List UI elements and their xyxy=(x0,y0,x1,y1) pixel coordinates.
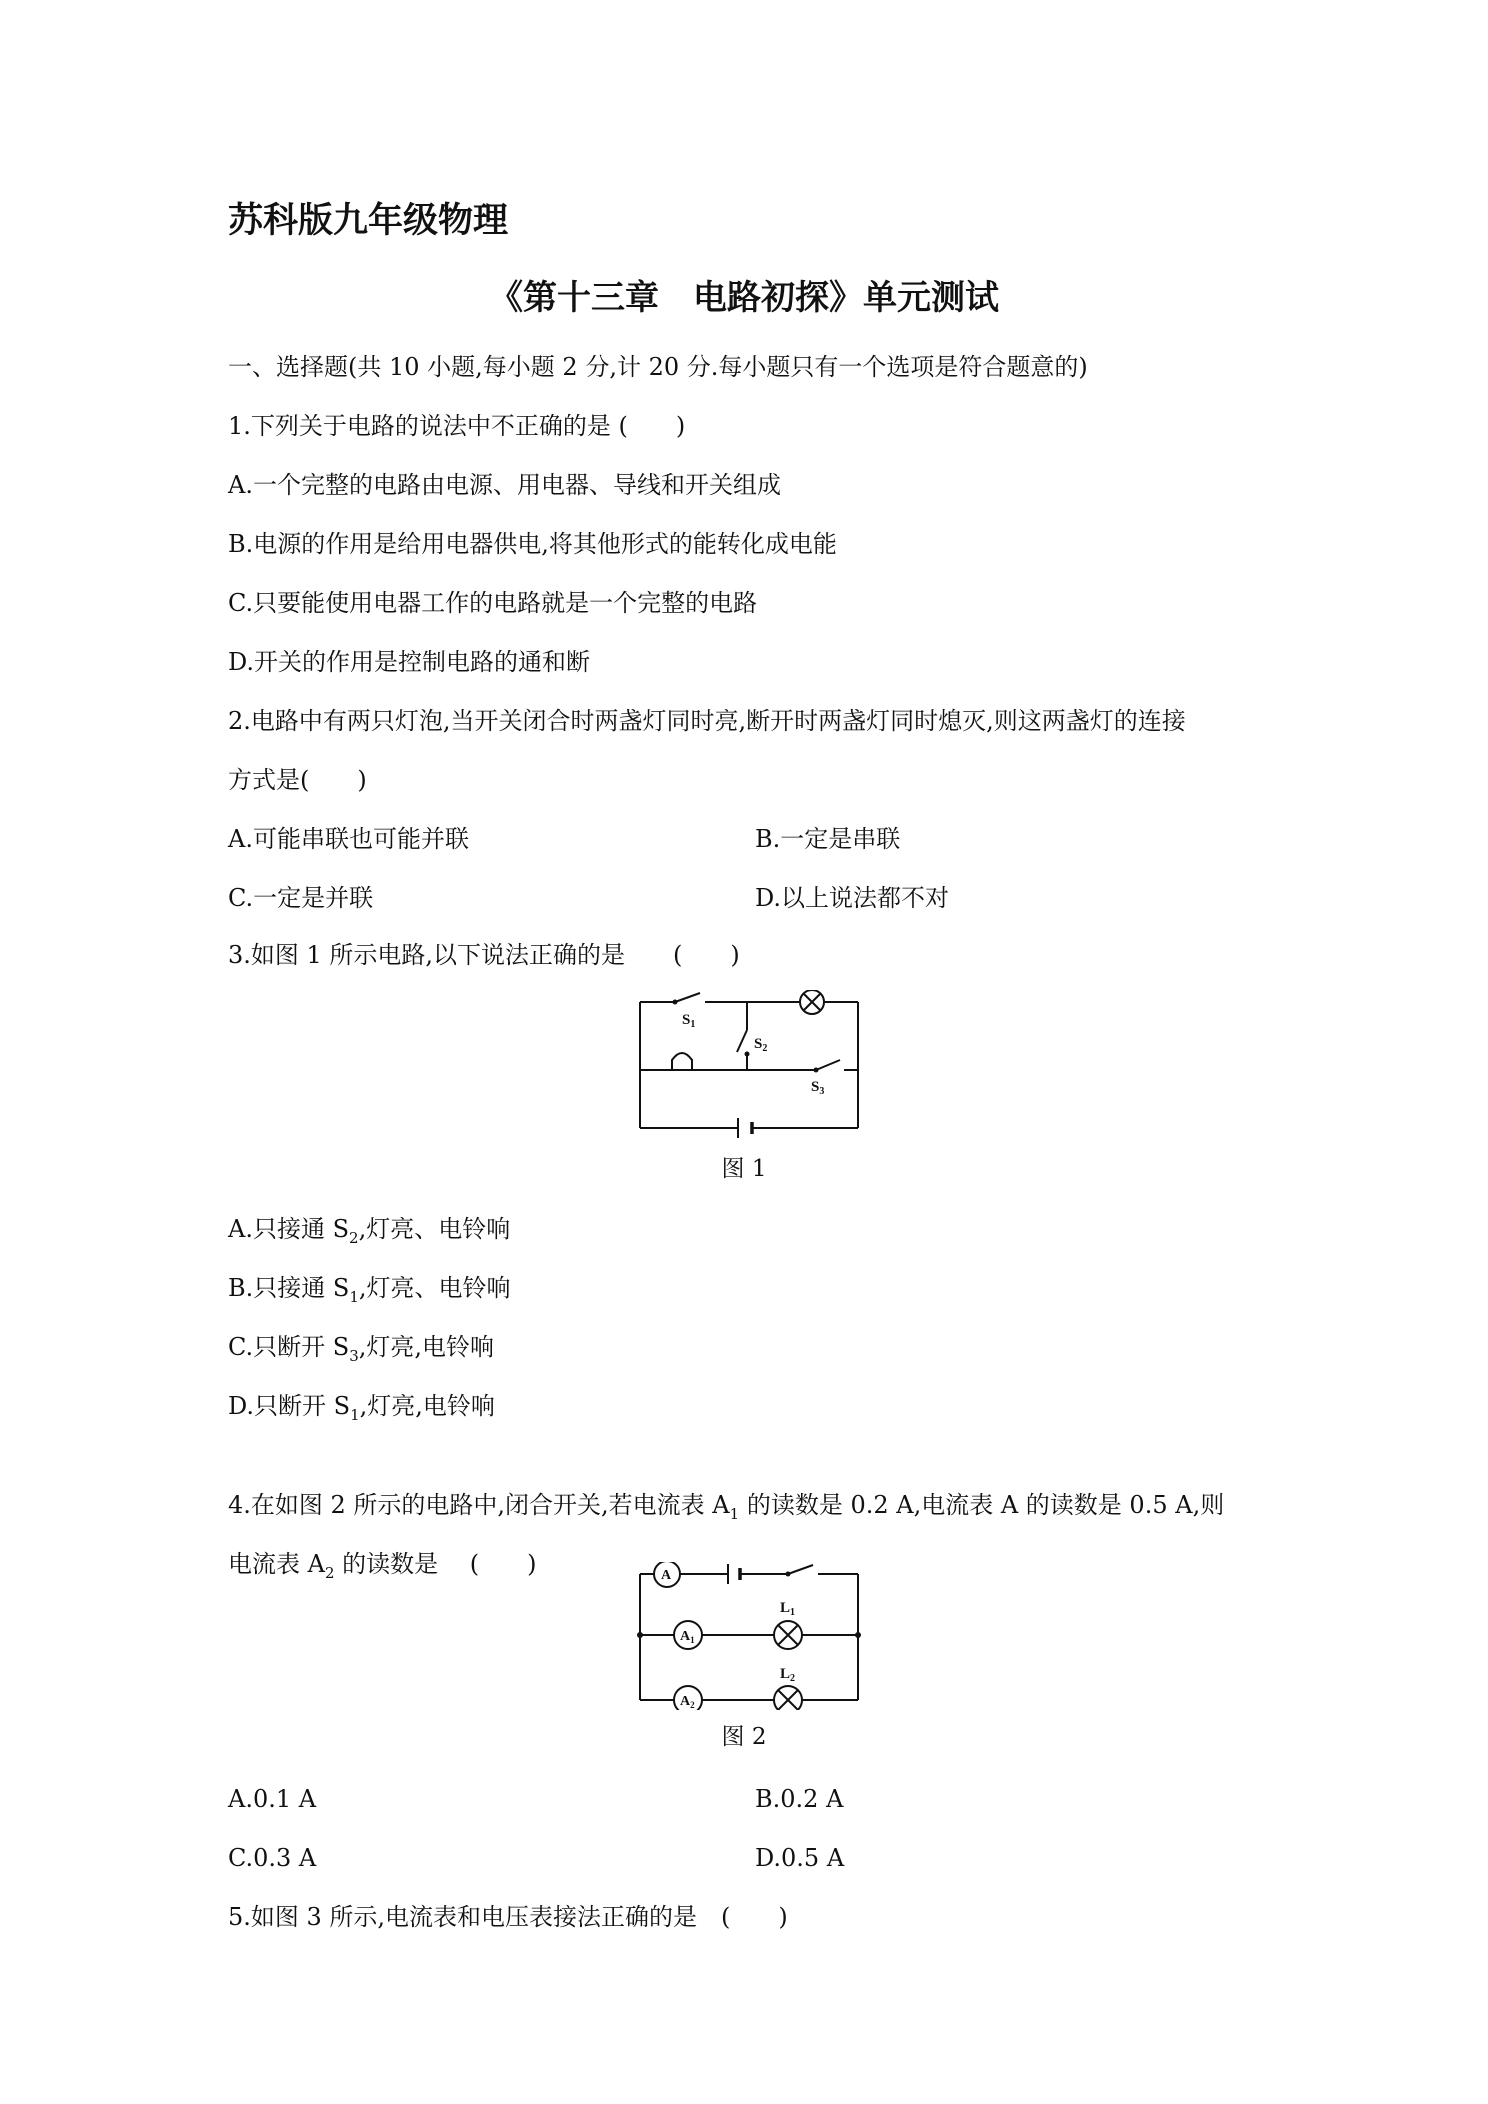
bell-icon xyxy=(672,1053,692,1070)
q2-option-d: D.以上说法都不对 xyxy=(755,884,950,912)
q4-option-d: D.0.5 A xyxy=(755,1844,845,1872)
q3-option-c: C.只断开 $S_3$,灯亮,电铃响 xyxy=(228,1333,495,1365)
q4-stem-line2-text: 电流表 A xyxy=(228,1550,325,1578)
q4-stem-line2-sub: 2 xyxy=(324,1563,335,1582)
test-title: 《第十三章 电路初探》单元测试 xyxy=(489,278,999,318)
ammeter-a2-label: $A_2$ xyxy=(680,1694,695,1710)
q4-stem-line2 xyxy=(228,1549,537,1588)
publisher-title: 苏科版九年级物理 xyxy=(228,201,509,241)
figure-1-circuit xyxy=(630,990,870,1140)
q1-option-b: B.电源的作用是给用电器供电,将其他形式的能转化成电能 xyxy=(228,530,837,558)
q5-stem: 5.如图 3 所示,电流表和电压表接法正确的是 ( ) xyxy=(228,1903,788,1931)
q2-stem-line1: 2.电路中有两只灯泡,当开关闭合时两盏灯同时亮,断开时两盏灯同时熄灭,则这两盏灯的连接 xyxy=(228,707,1186,735)
q2-stem-line2: 方式是( ) xyxy=(228,766,367,794)
figure-2-caption: 图 2 xyxy=(721,1724,767,1750)
s3-label: $S_3$ xyxy=(811,1079,825,1097)
q1-option-c: C.只要能使用电器工作的电路就是一个完整的电路 xyxy=(228,589,758,617)
q4-option-c: C.0.3 A xyxy=(228,1844,317,1872)
s2-label: $S_2$ xyxy=(754,1036,768,1054)
junction-dot xyxy=(637,1632,643,1638)
q1-option-a: A.一个完整的电路由电源、用电器、导线和开关组成 xyxy=(228,471,781,499)
q3-option-a: A.只接通 $S_2$,灯亮、电铃响 xyxy=(228,1215,511,1247)
lamp-l2-icon xyxy=(774,1686,802,1710)
q2-option-b: B.一定是串联 xyxy=(755,825,901,853)
ammeter-a1-label: $A_1$ xyxy=(680,1629,695,1645)
q3-stem: 3.如图 1 所示电路,以下说法正确的是 ( ) xyxy=(228,941,740,969)
switch-s2-blade xyxy=(737,1030,747,1052)
switch-blade xyxy=(788,1565,813,1574)
lamp-l2-label: $L_2$ xyxy=(780,1666,796,1684)
q2-option-c: C.一定是并联 xyxy=(228,884,374,912)
section-heading: 一、选择题(共 10 小题,每小题 2 分,计 20 分.每小题只有一个选项是符合题意的) xyxy=(228,353,1088,381)
figure-2-circuit xyxy=(630,1562,870,1710)
lamp-l1-label: $L_1$ xyxy=(780,1600,796,1618)
q4-option-b: B.0.2 A xyxy=(755,1785,844,1813)
q2-option-a: A.可能串联也可能并联 xyxy=(228,825,469,853)
q3-option-d: D.只断开 $S_1$,灯亮,电铃响 xyxy=(228,1392,495,1424)
q4-option-a: A.0.1 A xyxy=(228,1785,317,1813)
switch-s1-blade xyxy=(675,993,700,1002)
q4-stem-line1: 4.在如图 2 所示的电路中,闭合开关,若电流表 $A_1$ 的读数是 0.2 A,电流表 A 的读数是 0.5 A,则 xyxy=(228,1491,1225,1523)
s1-label: $S_1$ xyxy=(682,1012,696,1030)
q3-option-b: B.只接通 $S_1$,灯亮、电铃响 xyxy=(228,1274,511,1306)
switch-s3-blade xyxy=(816,1060,840,1070)
q4-stem-line2-tail: 的读数是 ( ) xyxy=(334,1550,537,1578)
ammeter-a-label: A xyxy=(661,1568,672,1583)
q1-stem: 1.下列关于电路的说法中不正确的是 ( ) xyxy=(228,412,686,440)
q1-option-d: D.开关的作用是控制电路的通和断 xyxy=(228,648,591,676)
figure-1-caption: 图 1 xyxy=(721,1156,767,1182)
